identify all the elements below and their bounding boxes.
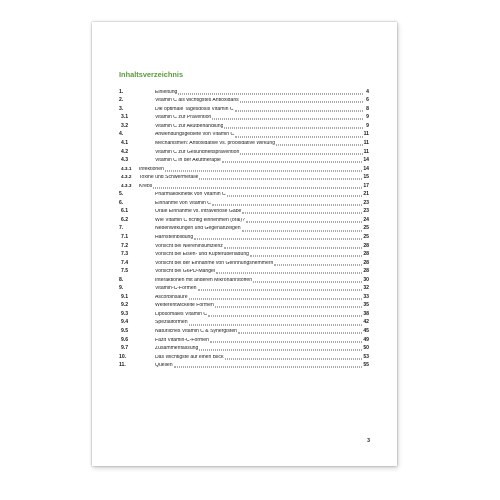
toc-dot-leader [212,204,362,205]
toc-entry-number: 10. [119,353,127,360]
toc-entry-page: 6 [366,97,369,104]
toc-entry[interactable] [119,165,369,174]
toc-entry-number: 9.6 [121,336,129,343]
toc-entry-page: 28 [363,251,369,258]
toc-dot-leader [240,102,363,103]
toc-entry-title: Quellen [155,363,173,369]
toc-entry-number: 4.1 [121,140,129,146]
toc-entry-page: 8 [366,105,369,112]
toc-dot-leader [153,187,362,188]
toc-dot-leader [276,145,363,146]
toc-entry[interactable] [119,182,369,191]
toc-dot-leader [235,136,362,137]
toc-entry-title: Harnsteinbildung [155,235,194,241]
toc-dot-leader [216,273,362,274]
toc-dot-leader [253,281,362,282]
toc-dot-leader [189,324,363,325]
toc-entry-title: Vorsicht bei G6PD-Mangel [155,269,216,275]
toc-entry-page: 11 [363,131,369,138]
toc-entry-page: 55 [363,362,369,369]
toc-entry[interactable] [119,293,369,302]
toc-entry-number: 6.2 [121,216,129,223]
toc-entry-title: Vitamin C zur Akutbehandlung [155,123,224,129]
toc-entry-page: 38 [363,310,369,317]
toc-entry[interactable] [119,259,369,268]
toc-entry-page: 28 [363,259,369,266]
toc-entry-number: 9.2 [121,302,129,309]
toc-dot-leader [250,256,362,257]
toc-entry-number: 11. [119,362,126,369]
toc-dot-leader [242,230,363,231]
toc-entry[interactable] [119,336,369,345]
toc-entry-title: Vitamin-C-Formen [155,286,197,292]
toc-entry-number: 4. [119,131,124,138]
toc-entry-number: 9.7 [121,345,129,352]
toc-entry-number: 4.3.3 [121,182,132,188]
toc-entry[interactable] [119,173,369,182]
toc-entry-number: 8. [119,276,124,283]
toc-entry-number: 5. [119,191,124,198]
toc-entry-page: 14 [363,165,369,172]
toc-entry[interactable] [119,276,369,285]
toc-dot-leader [189,298,363,299]
toc-dot-leader [199,350,362,351]
toc-entry-page: 49 [363,336,369,343]
toc-entry-title: Vitamin C zur Gesundheitsprävention [155,149,240,155]
toc-entry-number: 9. [119,285,124,292]
toc-entry-page: 28 [363,268,369,275]
toc-entry[interactable] [119,97,369,106]
toc-dot-leader [240,153,362,154]
toc-entry-number: 7. [119,225,124,232]
toc-dot-leader [224,247,362,248]
toc-dot-leader [274,264,362,265]
toc-entry-title: Weiterentwickelte Formen [155,303,214,309]
toc-dot-leader [199,179,362,180]
toc-entry-number: 4.3 [121,157,129,164]
toc-entry[interactable] [119,242,369,251]
toc-entry-number: 3. [119,105,124,112]
toc-entry-page: 11 [363,140,369,146]
toc-dot-leader [165,170,362,171]
toc-entry-page: 45 [363,328,369,335]
toc-entry-number: 4.3.1 [121,165,132,171]
toc-entry[interactable] [119,199,369,208]
toc-entry-title: Spezialformen [155,320,188,326]
toc-entry-page: 53 [363,353,369,360]
document-page [92,22,397,466]
toc-entry[interactable] [119,216,369,225]
toc-entry-number: 7.3 [121,251,129,258]
toc-entry-title: Vorsicht bei Niereninsuffizienz [155,243,223,249]
toc-entry[interactable] [119,267,369,276]
toc-dot-leader [215,307,363,308]
toc-dot-leader [174,367,363,368]
toc-entry-number: 7.2 [121,242,129,249]
toc-dot-leader [224,127,363,128]
toc-entry-title: Wie Vitamin C richtig einnehmen (oral)? [155,217,245,223]
toc-dot-leader [227,196,363,197]
toc-entry-page: 35 [363,302,369,309]
toc-entry[interactable] [119,362,369,371]
toc-dot-leader [222,162,362,163]
toc-entry-page: 42 [363,319,369,326]
toc-entry-page: 11 [363,148,369,155]
toc-entry-page: 25 [363,234,369,241]
toc-entry[interactable] [119,344,369,353]
toc-entry-title: Ascorbinsäure [155,294,188,300]
toc-entry-number: 9.5 [121,328,129,335]
toc-entry-number: 4.3.2 [121,174,132,180]
toc-entry[interactable] [119,233,369,242]
toc-entry[interactable] [119,319,369,328]
toc-entry-title: Interaktionen mit anderen Mikronährstoffen [155,277,253,283]
toc-entry[interactable] [119,105,369,114]
toc-entry[interactable] [119,156,369,165]
toc-entry-number: 7.5 [121,268,129,275]
toc-entry-title: Das Wichtigste auf einen Blick [155,354,224,360]
toc-dot-leader [212,119,363,120]
toc-entry-number: 7.4 [121,259,129,266]
toc-list [119,88,369,370]
toc-entry-page: 30 [363,276,369,283]
toc-title: Inhaltsverzeichnis [119,70,184,79]
toc-entry[interactable] [119,285,369,294]
toc-entry[interactable] [119,250,369,259]
toc-entry-page: 25 [363,225,369,232]
toc-entry-number: 3.1 [121,114,129,121]
toc-entry-page: 28 [363,242,369,249]
toc-dot-leader [238,333,362,334]
toc-entry-title: Vorsicht bei Eisen- und Kupferüberladung [155,252,250,258]
toc-dot-leader [246,221,362,222]
toc-entry[interactable] [119,302,369,311]
toc-entry-page: 50 [363,345,369,352]
toc-entry-page: 15 [363,174,369,181]
toc-entry[interactable] [119,114,369,123]
toc-entry[interactable] [119,88,369,97]
toc-entry-number: 9.4 [121,319,129,326]
toc-entry-number: 2. [119,97,124,104]
toc-entry[interactable] [119,131,369,140]
toc-entry-number: 3.2 [121,122,129,129]
toc-entry[interactable] [119,327,369,336]
toc-entry[interactable] [119,225,369,234]
toc-entry[interactable] [119,208,369,217]
toc-dot-leader [198,290,363,291]
toc-dot-leader [208,315,362,316]
toc-entry[interactable] [119,353,369,362]
toc-entry[interactable] [119,191,369,200]
toc-entry-number: 4.2 [121,148,129,155]
toc-entry-title: Zusammenfassung [155,346,199,352]
toc-dot-leader [194,239,362,240]
toc-dot-leader [242,213,362,214]
toc-entry[interactable] [119,139,369,148]
page-number: 3 [367,438,370,444]
toc-entry-title: Anwendungsgebiete von Vitamin C [155,132,235,138]
toc-entry-page: 23 [363,199,369,206]
toc-entry-title: Vitamin C in der Akuttherapie [155,158,221,164]
toc-entry-title: Pharmakokinetik von Vitamin C [155,192,226,198]
toc-entry-title: Vorsicht bei der Einnahme von Gerinnungshemmern [155,260,274,266]
toc-entry-title: Liposomales Vitamin C [155,311,207,317]
toc-entry-title: Mechanismen: Antioxidative vs. prooxidative Wirkung [155,141,276,146]
toc-entry-page: 32 [363,285,369,292]
toc-entry-title: Einnahme von Vitamin C [155,200,211,206]
toc-entry-title: Natürliches Vitamin C & Synergisten [155,329,238,335]
toc-entry-page: 17 [363,182,369,189]
toc-entry-title: Fazit Vitamin-C-Formen [155,337,209,343]
toc-entry-number: 9.1 [121,293,129,300]
toc-entry-page: 33 [363,293,369,300]
toc-entry[interactable] [119,310,369,319]
toc-dot-leader [235,110,363,111]
toc-entry-title: Toxine und Schwermetalle [139,175,199,181]
toc-entry[interactable] [119,148,369,157]
toc-entry-number: 7.1 [121,234,129,241]
toc-dot-leader [178,93,363,94]
toc-entry-title: Einleitung [155,89,178,95]
toc-entry[interactable] [119,122,369,131]
toc-entry-page: 24 [363,216,369,223]
toc-entry-page: 14 [363,157,369,164]
toc-entry-number: 1. [119,88,124,95]
toc-entry-title: Krebs [139,183,153,189]
toc-entry-number: 6. [119,199,124,206]
toc-entry-page: 9 [366,114,369,121]
toc-entry-number: 6.1 [121,208,129,215]
toc-entry-title: Vitamin C zur Prävention [155,115,212,121]
toc-entry-page: 23 [363,208,369,215]
toc-entry-page: 21 [363,191,369,198]
toc-entry-number: 9.3 [121,310,129,317]
toc-entry-title: Nebenwirkungen und Gegenanzeigen [155,226,241,232]
toc-entry-title: Vitamin C als wichtigstes Antioxidans [155,98,239,104]
toc-entry-title: Orale Einnahme vs. intravenöse Gabe [155,209,242,215]
toc-entry-title: Infektionen [139,166,164,172]
toc-dot-leader [225,358,363,359]
toc-entry-page: 9 [366,122,369,129]
toc-entry-page: 4 [366,88,369,95]
toc-dot-leader [210,341,362,342]
toc-entry-title: Die optimale Tagesdosis Vitamin C [155,106,234,112]
